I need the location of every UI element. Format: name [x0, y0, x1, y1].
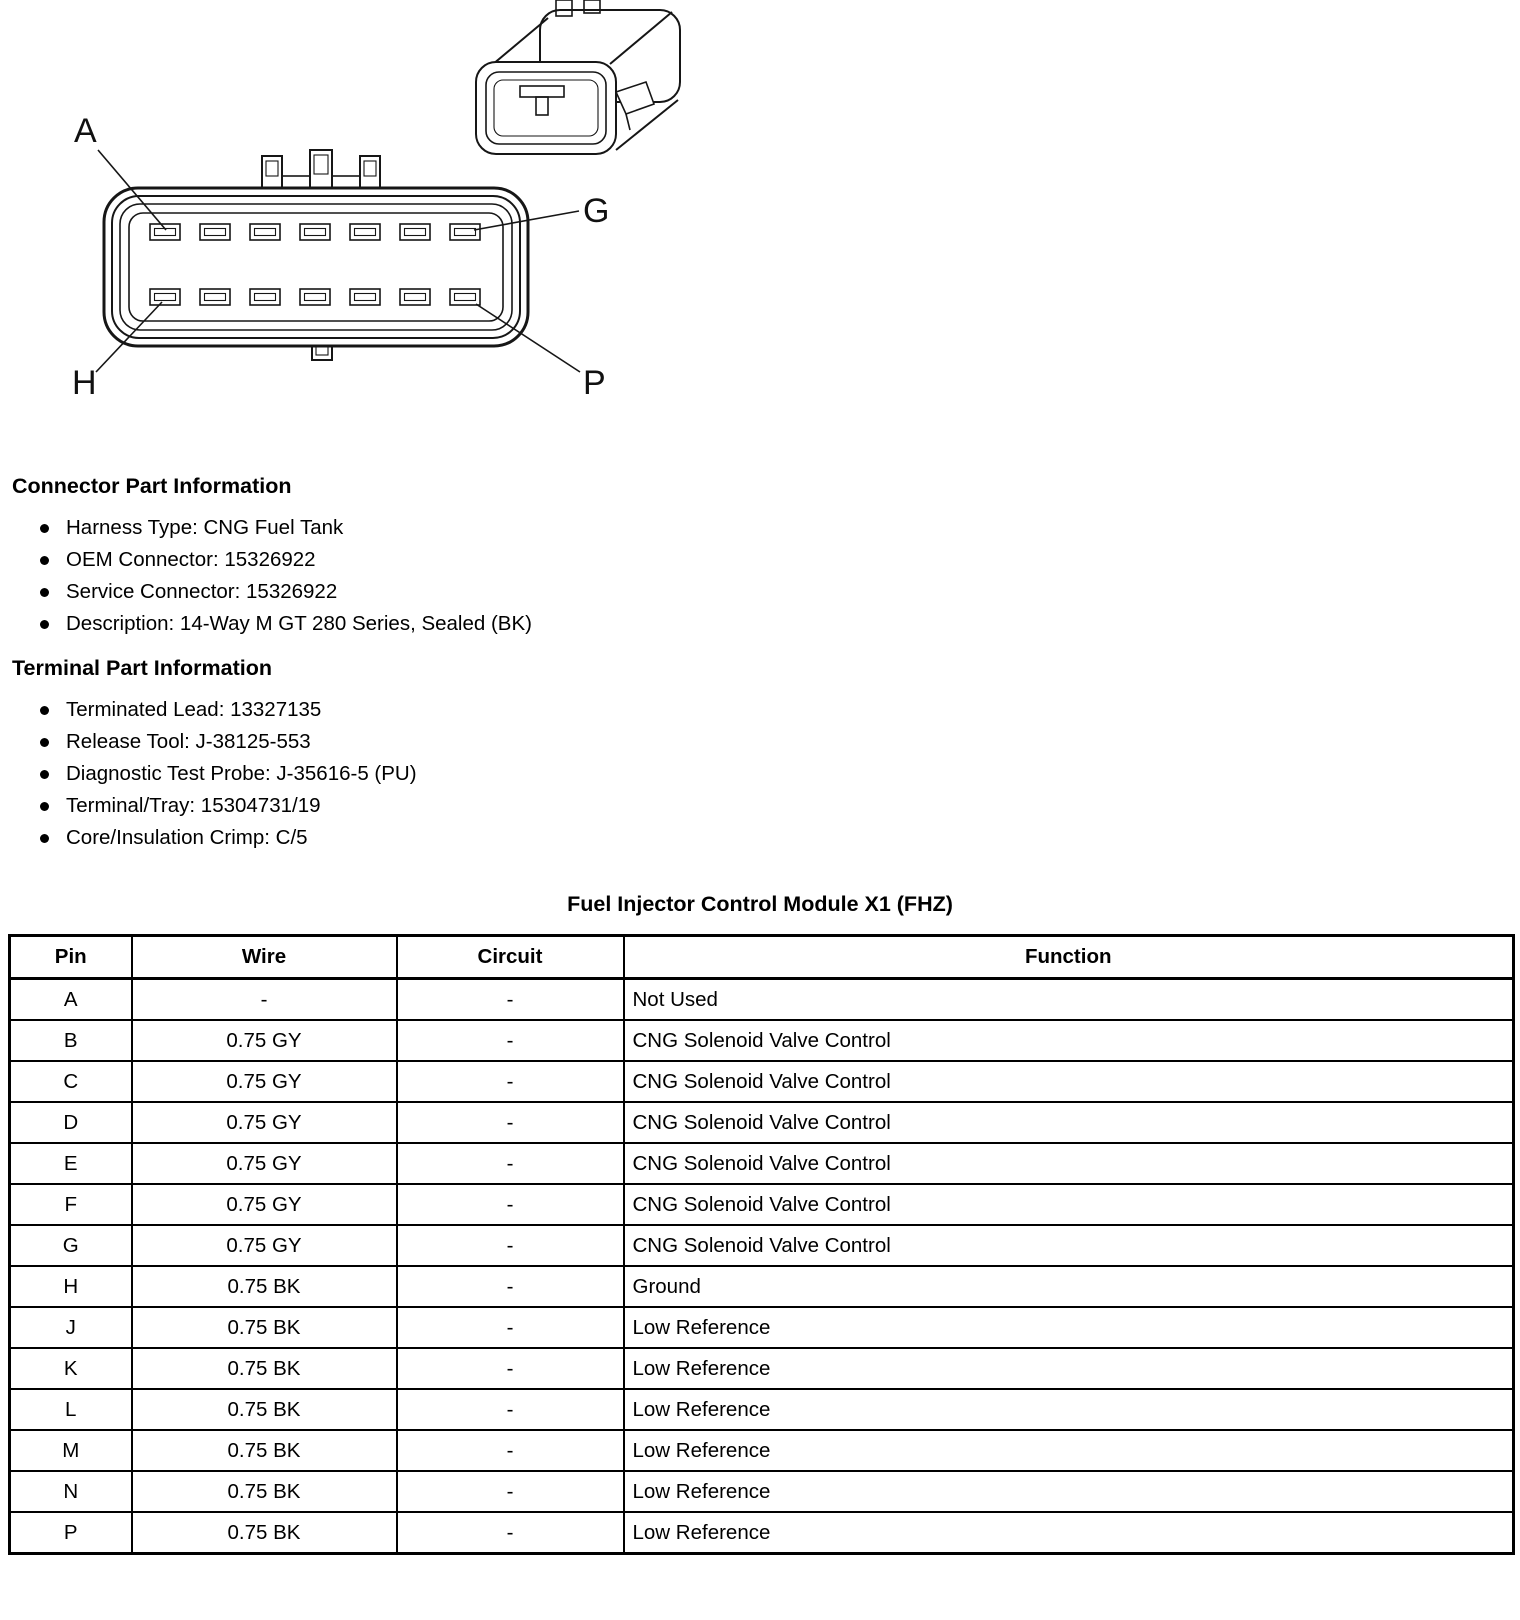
table-row [10, 1307, 1514, 1348]
circuit-cell: - [397, 1102, 624, 1143]
list-item [0, 694, 1520, 726]
bullet-dot [40, 706, 49, 715]
bullet-dot [40, 770, 49, 779]
pin-cell: N [10, 1471, 132, 1512]
circuit-cell: - [397, 1348, 624, 1389]
list-item-text: Diagnostic Test Probe: J-35616-5 (PU) [66, 762, 417, 785]
function-cell: Low Reference [624, 1348, 1514, 1389]
circuit-cell: - [397, 1020, 624, 1061]
bottom-index-tab [312, 346, 332, 360]
circuit-cell: - [397, 979, 624, 1021]
pin-cell: F [10, 1184, 132, 1225]
top-tab-center-inner [314, 155, 328, 174]
bullet-dot [40, 834, 49, 843]
circuit-cell: - [397, 1389, 624, 1430]
circuit-cell: - [397, 1225, 624, 1266]
table-row [10, 1348, 1514, 1389]
table-row [10, 1020, 1514, 1061]
pin-cell: L [10, 1389, 132, 1430]
function-cell: CNG Solenoid Valve Control [624, 1061, 1514, 1102]
list-item-text: OEM Connector: 15326922 [66, 548, 316, 571]
pinout-table-title: Fuel Injector Control Module X1 (FHZ) [567, 892, 953, 916]
circuit-cell: - [397, 1143, 624, 1184]
connector-part-info-list [0, 512, 1520, 640]
list-item [0, 726, 1520, 758]
bullet-dot [40, 556, 49, 565]
pinout-table [8, 934, 1515, 1555]
header-wire: Wire [132, 936, 397, 979]
circuit-cell: - [397, 1266, 624, 1307]
list-item [0, 790, 1520, 822]
pin-label-h: H [72, 364, 97, 402]
wire-cell: 0.75 BK [132, 1266, 397, 1307]
top-tab-center [310, 150, 332, 188]
pin-label-g: G [583, 192, 610, 230]
bullet-dot [40, 802, 49, 811]
top-tab-step [332, 176, 360, 188]
wire-cell: 0.75 GY [132, 1184, 397, 1225]
circuit-cell: - [397, 1307, 624, 1348]
wire-cell: 0.75 GY [132, 1225, 397, 1266]
table-row [10, 1143, 1514, 1184]
pin-slot [250, 224, 280, 240]
bullet-dot [40, 524, 49, 533]
isometric-edge-line [610, 12, 672, 64]
pin-cell: A [10, 979, 132, 1021]
circuit-cell: - [397, 1061, 624, 1102]
function-cell: Low Reference [624, 1471, 1514, 1512]
pin-cell: M [10, 1430, 132, 1471]
connector-diagram-area [0, 0, 1520, 458]
terminal-part-info-list [0, 694, 1520, 854]
function-cell: Low Reference [624, 1307, 1514, 1348]
circuit-cell: - [397, 1512, 624, 1554]
header-pin: Pin [10, 936, 132, 979]
pin-cell: K [10, 1348, 132, 1389]
function-cell: Low Reference [624, 1512, 1514, 1554]
wire-cell: - [132, 979, 397, 1021]
wire-cell: 0.75 GY [132, 1061, 397, 1102]
table-row [10, 1061, 1514, 1102]
top-tab-left-inner [266, 161, 278, 176]
function-cell: CNG Solenoid Valve Control [624, 1225, 1514, 1266]
table-row [10, 979, 1514, 1021]
pin-cell: J [10, 1307, 132, 1348]
pin-cell: B [10, 1020, 132, 1061]
list-item-text: Release Tool: J-38125-553 [66, 730, 311, 753]
wire-cell: 0.75 BK [132, 1307, 397, 1348]
pin-slot [400, 289, 430, 305]
pin-slot [250, 289, 280, 305]
top-tab-right-inner [364, 161, 376, 176]
list-item [0, 758, 1520, 790]
isometric-clip-line [626, 114, 630, 130]
circuit-cell: - [397, 1184, 624, 1225]
table-row [10, 1430, 1514, 1471]
pin-cell: D [10, 1102, 132, 1143]
terminal-part-info-heading: Terminal Part Information [12, 656, 273, 680]
isometric-latch-prong [584, 0, 600, 13]
function-cell: CNG Solenoid Valve Control [624, 1102, 1514, 1143]
pin-slot [400, 224, 430, 240]
function-cell: CNG Solenoid Valve Control [624, 1020, 1514, 1061]
function-cell: Not Used [624, 979, 1514, 1021]
list-item-text: Service Connector: 15326922 [66, 580, 338, 603]
housing-outline-outer [104, 188, 528, 346]
function-cell: Low Reference [624, 1389, 1514, 1430]
bullet-dot [40, 620, 49, 629]
pin-cell: C [10, 1061, 132, 1102]
wire-cell: 0.75 BK [132, 1389, 397, 1430]
housing-outline-3 [120, 204, 512, 330]
pin-slot [150, 224, 180, 240]
pin-slot [200, 224, 230, 240]
table-row [10, 1389, 1514, 1430]
wire-cell: 0.75 GY [132, 1020, 397, 1061]
top-tab-step [282, 176, 310, 188]
pin-cell: G [10, 1225, 132, 1266]
connector-face-view [72, 112, 609, 402]
pin-slot [450, 289, 480, 305]
pin-slot [350, 289, 380, 305]
table-row [10, 1184, 1514, 1225]
connector-isometric-view [476, 0, 680, 154]
pin-slot [300, 289, 330, 305]
circuit-cell: - [397, 1471, 624, 1512]
wire-cell: 0.75 GY [132, 1143, 397, 1184]
pin-slot [450, 224, 480, 240]
pin-label-a: A [74, 112, 97, 150]
wire-cell: 0.75 BK [132, 1512, 397, 1554]
wire-cell: 0.75 BK [132, 1471, 397, 1512]
wire-cell: 0.75 BK [132, 1348, 397, 1389]
pin-slot [200, 289, 230, 305]
pin-label-p: P [583, 364, 606, 402]
list-item-text: Terminated Lead: 13327135 [66, 698, 322, 721]
pin-slot [300, 224, 330, 240]
wire-cell: 0.75 GY [132, 1102, 397, 1143]
list-item-text: Terminal/Tray: 15304731/19 [66, 794, 321, 817]
list-item [0, 512, 1520, 544]
function-cell: Ground [624, 1266, 1514, 1307]
list-item [0, 608, 1520, 640]
circuit-cell: - [397, 1430, 624, 1471]
table-row [10, 1471, 1514, 1512]
bullet-dot [40, 738, 49, 747]
list-item-text: Description: 14-Way M GT 280 Series, Sealed (BK) [66, 612, 532, 635]
list-item-text: Core/Insulation Crimp: C/5 [66, 826, 308, 849]
list-item-text: Harness Type: CNG Fuel Tank [66, 516, 344, 539]
function-cell: CNG Solenoid Valve Control [624, 1184, 1514, 1225]
connector-part-info-heading: Connector Part Information [12, 474, 292, 498]
pin-slot [350, 224, 380, 240]
pin-cell: H [10, 1266, 132, 1307]
table-row [10, 1225, 1514, 1266]
pin-slot [150, 289, 180, 305]
list-item [0, 576, 1520, 608]
isometric-front-shell [476, 62, 616, 154]
wire-cell: 0.75 BK [132, 1430, 397, 1471]
header-circuit: Circuit [397, 936, 624, 979]
function-cell: Low Reference [624, 1430, 1514, 1471]
pin-cell: P [10, 1512, 132, 1554]
isometric-side-clip [616, 82, 654, 114]
table-row [10, 1102, 1514, 1143]
pin-cell: E [10, 1143, 132, 1184]
list-item [0, 544, 1520, 576]
table-row [10, 1266, 1514, 1307]
header-function: Function [624, 936, 1514, 979]
bullet-dot [40, 588, 49, 597]
connector-diagram [0, 0, 700, 430]
table-header-row [10, 936, 1514, 979]
list-item [0, 822, 1520, 854]
housing-outline-2 [112, 196, 520, 338]
function-cell: CNG Solenoid Valve Control [624, 1143, 1514, 1184]
isometric-latch-prong [556, 0, 572, 16]
table-row [10, 1512, 1514, 1554]
